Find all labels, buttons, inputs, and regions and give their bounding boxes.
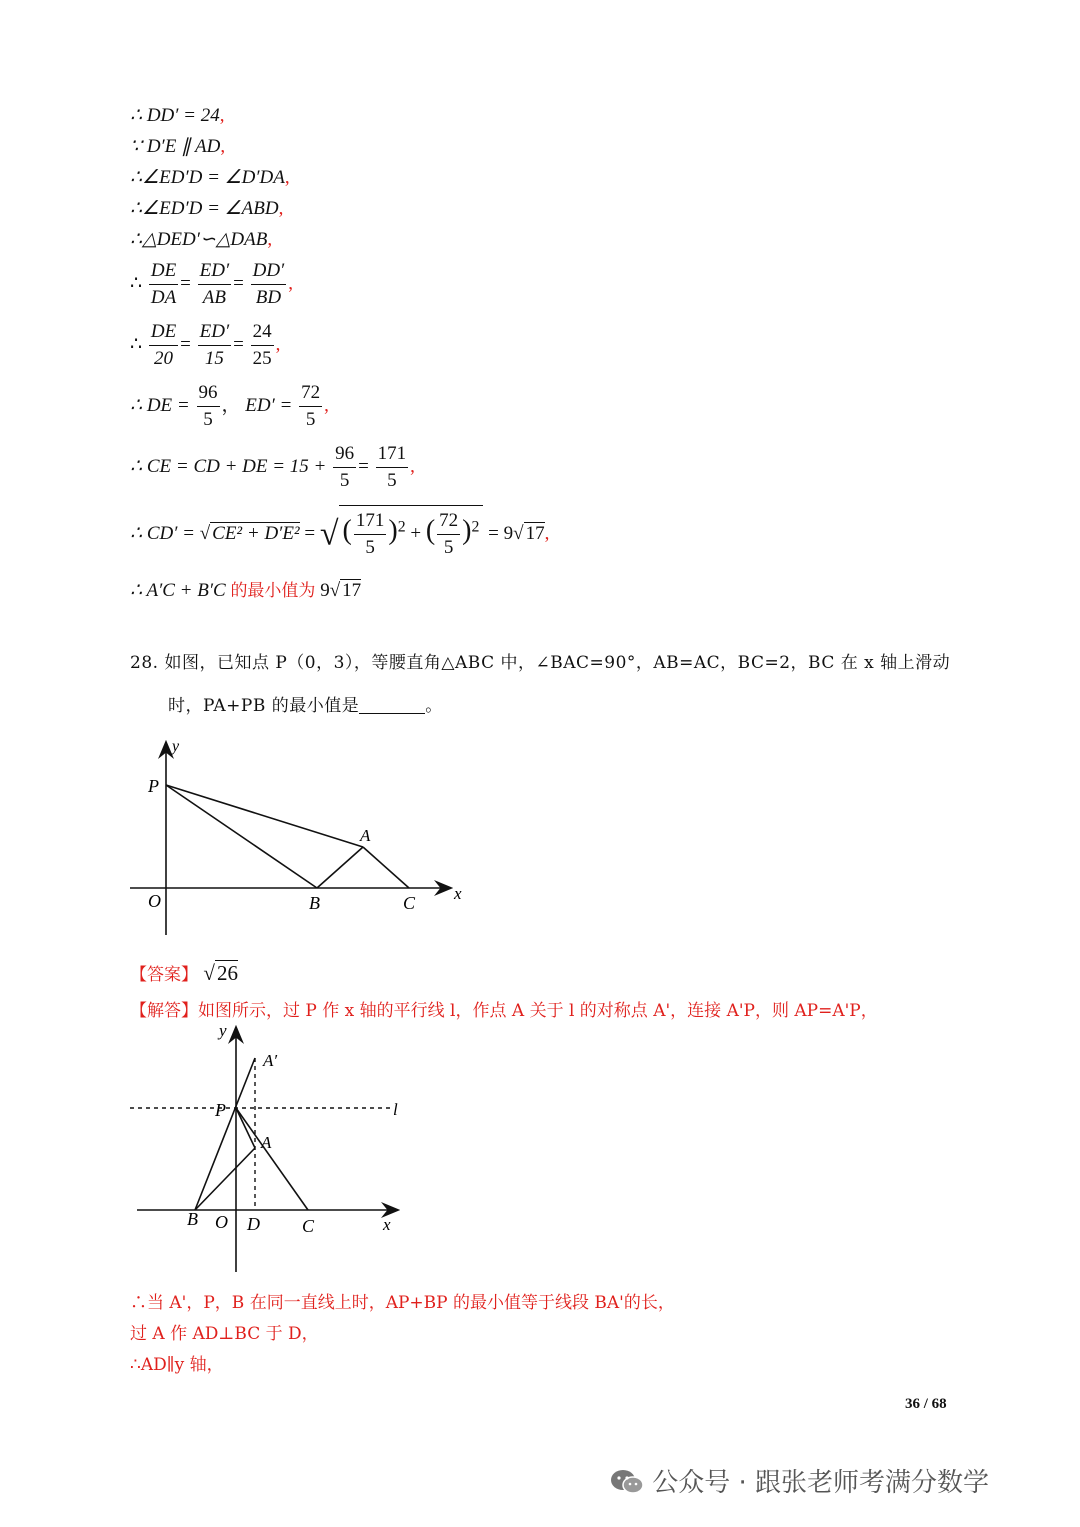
footer-watermark: 公众号 · 跟张老师考满分数学 xyxy=(610,1462,989,1499)
figure-1-diagram xyxy=(120,735,480,940)
answer-line: 【答案】 √26 xyxy=(130,961,238,985)
svg-text:D: D xyxy=(247,1214,260,1234)
segment-BA1 xyxy=(195,1058,255,1210)
svg-text:y: y xyxy=(172,738,180,755)
proof-line-11: ∴ A′C + B′C 的最小值为 9√ 17 xyxy=(130,580,362,601)
svg-text:l: l xyxy=(393,1100,398,1119)
proof-line-2: ∵ D′E ∥ AD, xyxy=(130,136,226,157)
page-number: 36 / 68 xyxy=(905,1396,947,1412)
svg-text:C: C xyxy=(302,1216,315,1236)
proof-line-3: ∴∠ED′D = ∠D′DA, xyxy=(130,167,290,188)
segment-PB xyxy=(166,785,317,888)
answer-blank[interactable] xyxy=(359,695,425,714)
svg-text:x: x xyxy=(454,884,462,903)
segment-AP xyxy=(236,1108,255,1148)
question-line-1: 28. 如图，已知点 P（0，3），等腰直角△ABC 中，∠BAC=90°，AB=AC，BC=2，BC 在 x 轴上滑动 xyxy=(130,653,951,673)
proof-line-8: ∴ DE = $\frac{96}{5}$ ， ED′ = $\frac{72}{5}$ , xyxy=(130,382,329,430)
svg-text:O: O xyxy=(215,1212,228,1232)
proof-line-6: ∴ $\frac{DE}{DA}$ = $\frac{ED'}{AB}$ = $\frac{DD'}{BD}$ , xyxy=(130,260,293,308)
proof-line-10: ∴ CD′ = √ CE² + D′E² = √ ( $\frac{171}{5}$ )$^2$ + ( $\frac{72}{5}$ )$^2$ = 9√ 17, xyxy=(130,505,549,563)
svg-text:y: y xyxy=(219,1022,227,1040)
segment-BA xyxy=(195,1148,255,1210)
segment-PA xyxy=(166,785,363,847)
proof-line-1: ∴ DD′ = 24, xyxy=(130,105,225,126)
svg-text:O: O xyxy=(148,891,161,911)
svg-text:C: C xyxy=(403,893,416,913)
step-2: 过 A 作 AD⊥BC 于 D， xyxy=(130,1324,319,1344)
svg-text:B: B xyxy=(187,1209,198,1229)
step-3: ∴AD∥y 轴， xyxy=(130,1355,224,1375)
proof-line-5: ∴△DED′∽△DAB, xyxy=(130,229,273,250)
svg-text:B: B xyxy=(309,893,320,913)
svg-text:A: A xyxy=(360,826,371,845)
svg-text:A′: A′ xyxy=(263,1051,278,1070)
question-line-2: 时，PA+PB 的最小值是 。 xyxy=(168,696,443,716)
step-1: ∴当 A'，P，B 在同一直线上时，AP+BP 的最小值等于线段 BA'的长， xyxy=(130,1293,675,1313)
svg-text:x: x xyxy=(383,1215,391,1234)
svg-text:P: P xyxy=(215,1100,226,1120)
proof-line-4: ∴∠ED′D = ∠ABD, xyxy=(130,198,284,219)
wechat-icon xyxy=(610,1469,644,1495)
svg-text:P: P xyxy=(148,776,159,796)
segment-BA xyxy=(317,847,363,888)
solution-line: 【解答】如图所示，过 P 作 x 轴的平行线 l，作点 A 关于 l 的对称点 A'，连接 A'P，则 AP=A'P， xyxy=(130,1001,878,1021)
segment-PC xyxy=(236,1108,308,1210)
proof-line-9: ∴ CE = CD + DE = 15 + $\frac{96}{5}$ = $\frac{171}{5}$ , xyxy=(130,443,415,491)
figure-2-diagram xyxy=(125,1022,405,1277)
svg-text:A: A xyxy=(261,1133,272,1152)
segment-AC xyxy=(363,847,409,888)
proof-line-7: ∴ $\frac{DE}{20}$ = $\frac{ED'}{15}$ = $\frac{24}{25}$ , xyxy=(130,321,281,369)
